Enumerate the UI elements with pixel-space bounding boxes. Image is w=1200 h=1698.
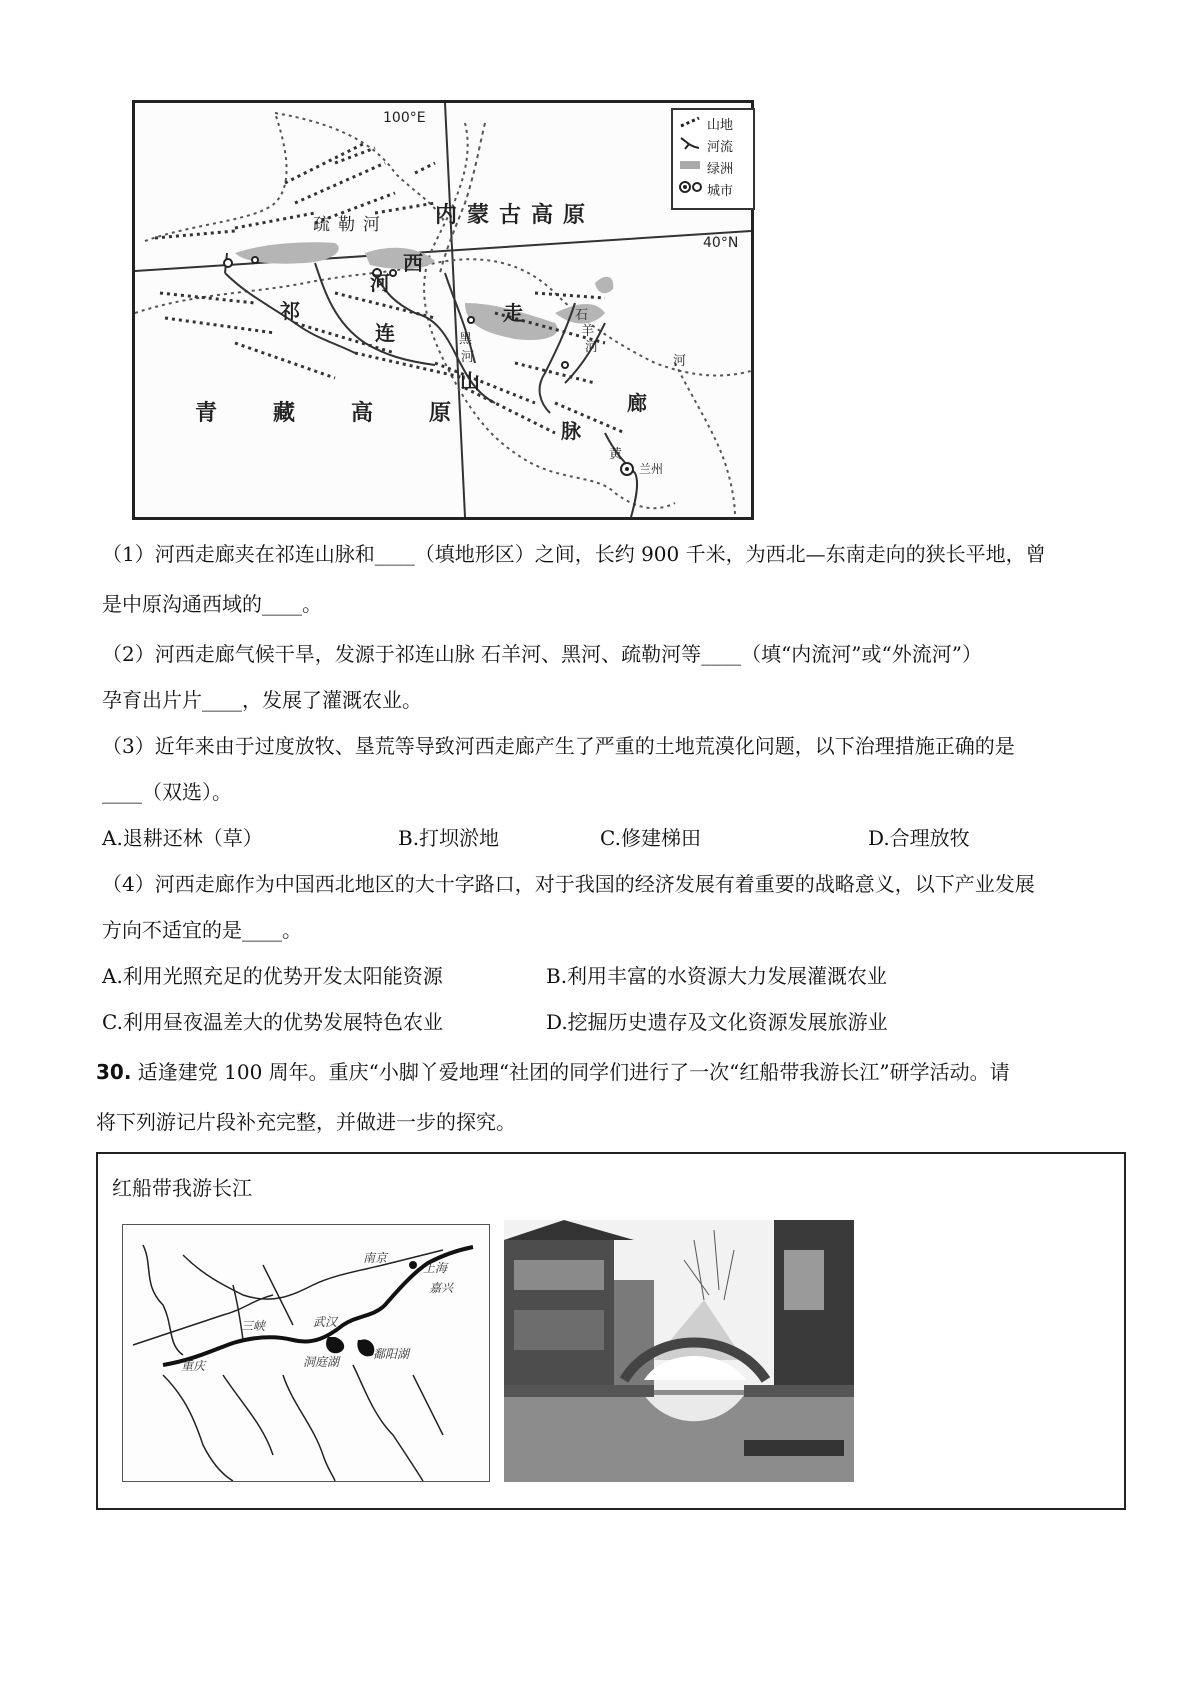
label-qilian-4: 脉: [561, 419, 581, 443]
q4-option-d: D.挖掘历史遗存及文化资源发展旅游业: [546, 1010, 888, 1034]
label-qilian-3: 山: [460, 369, 480, 393]
label-heihe-1: 黑: [459, 332, 473, 347]
yangtze-sketch-map: [122, 1224, 490, 1482]
map-legend: [671, 108, 755, 210]
meridian-line: [445, 103, 465, 517]
label-qilian-2: 连: [375, 321, 395, 345]
legend-label-oasis: 绿洲: [707, 162, 734, 177]
q30-text: 适逢建党 100 周年。重庆“小脚丫爱地理“社团的同学们进行了一次“红船带我游长江”研学活动。请: [137, 1060, 1010, 1084]
label-he: 河: [673, 354, 687, 369]
q3-line2: ____（双选）。: [102, 780, 232, 804]
q30-line2: 将下列游记片段补充完整，并做进一步的探究。: [96, 1110, 516, 1134]
legend-label-river: 河流: [707, 140, 734, 155]
box-title: 红船带我游长江: [112, 1176, 252, 1200]
label-qilian-1: 祁: [280, 299, 300, 323]
label-hexi-1: 河: [370, 271, 390, 295]
label-hexi-3: 走: [503, 301, 523, 325]
label-huang: 黄: [609, 447, 623, 462]
travel-journal-box: [96, 1152, 1126, 1510]
q3-option-d: D.合理放牧: [868, 826, 970, 850]
sketch-label-poyanghu: 鄱阳湖: [373, 1347, 410, 1361]
photo-drawing: [504, 1220, 854, 1482]
q3-option-a: A.退耕还林（草）: [102, 826, 263, 850]
legend-label-mountain: 山地: [707, 118, 734, 133]
label-hexi-2: 西: [403, 251, 423, 275]
label-heihe-2: 河: [461, 350, 475, 365]
sketch-label-shanghai: 上海: [423, 1261, 448, 1275]
water-town-photo: [504, 1220, 854, 1482]
q1-line1: （1）河西走廊夹在祁连山脉和____（填地形区）之间，长约 900 千米，为西北—东南走向的狭长平地，曾: [102, 542, 1046, 566]
sketch-label-nanjing: 南京: [363, 1251, 388, 1265]
q3-option-c: C.修建梯田: [600, 826, 701, 850]
sketch-label-jiaxing: 嘉兴: [429, 1281, 454, 1295]
label-qingzang: 青藏高原: [195, 401, 508, 426]
q2-line2: 孕育出片片____，发展了灌溉农业。: [102, 688, 422, 712]
label-shiyanghe-3: 河: [585, 340, 599, 355]
sketch-label-chongqing: 重庆: [181, 1359, 206, 1373]
q3-option-b: B.打坝淤地: [398, 826, 500, 850]
q4-option-c: C.利用昼夜温差大的优势发展特色农业: [102, 1010, 443, 1034]
q4-line2: 方向不适宜的是____。: [102, 918, 302, 942]
q4-option-b: B.利用丰富的水资源大力发展灌溉农业: [546, 964, 888, 988]
label-lanzhou: 兰州: [639, 462, 664, 476]
q1-line2: 是中原沟通西域的____。: [102, 592, 322, 616]
label-shulehe: 疏勒河: [313, 215, 388, 235]
q4-option-a: A.利用光照充足的优势开发太阳能资源: [102, 964, 443, 988]
q2-line1: （2）河西走廊气候干旱，发源于祁连山脉 石羊河、黑河、疏勒河等____（填“内流河”或“外流河”）: [102, 642, 982, 666]
label-hexi-4: 廊: [627, 391, 647, 415]
label-shiyanghe-2: 羊: [581, 324, 595, 339]
q30-line1: [96, 1058, 1010, 1086]
q3-line1: （3）近年来由于过度放牧、垦荒等导致河西走廊产生了严重的土地荒漠化问题，以下治理措施正确的是: [102, 734, 1015, 758]
map-drawing: [135, 103, 751, 517]
q30-number: 30.: [96, 1060, 132, 1084]
parallel-label: 40°N: [703, 235, 739, 251]
hexi-corridor-map: [132, 100, 754, 520]
q4-line1: （4）河西走廊作为中国西北地区的大十字路口，对于我国的经济发展有着重要的战略意义，以下产业发展: [102, 872, 1035, 896]
label-neimenggu: 内蒙古高原: [435, 203, 596, 228]
sketch-label-dongtinghu: 洞庭湖: [303, 1355, 340, 1369]
meridian-label: 100°E: [383, 110, 426, 126]
sketch-label-wuhan: 武汉: [313, 1315, 338, 1329]
label-shiyanghe-1: 石: [575, 308, 589, 323]
sketch-label-sanxia: 三峡: [241, 1319, 266, 1333]
legend-label-city: 城市: [707, 184, 734, 199]
